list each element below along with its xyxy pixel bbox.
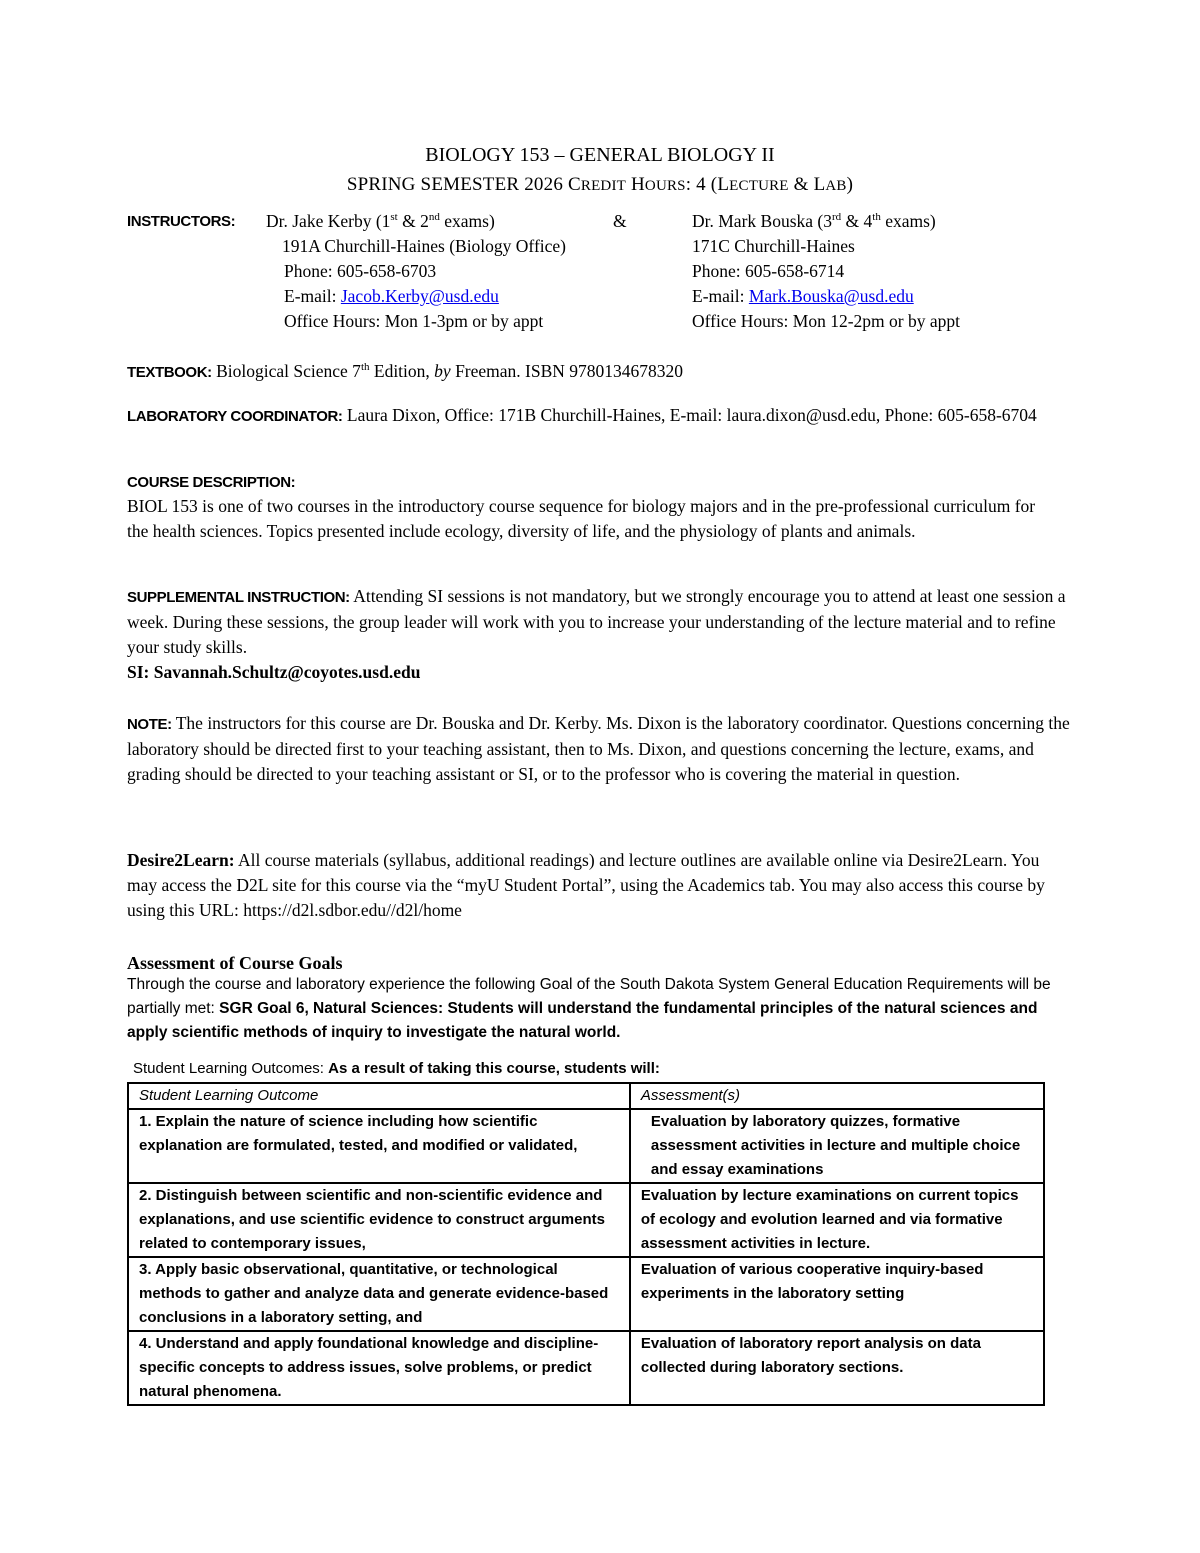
course-description-label: COURSE DESCRIPTION: [127,474,296,491]
textbook-post: Freeman. ISBN 9780134678320 [450,361,684,381]
instructor-left-phone: Phone: 605-658-6703 [284,261,437,281]
instructor-left-office: 191A Churchill-Haines (Biology Office) [282,236,566,256]
outcomes-intro-bold: As a result of taking this course, students will: [328,1060,660,1077]
outcomes-intro-colon: : [319,1060,329,1077]
note-label: NOTE: [127,716,172,733]
table-row [128,1257,1044,1331]
textbook-line [127,359,1072,385]
textbook-label: TEXTBOOK: [127,364,212,381]
ir-mid: & 4 [841,211,873,231]
instructors-ampersand: & [613,211,627,231]
ir-email-label: E-mail: [692,286,749,306]
il-email-label: E-mail: [284,286,341,306]
col-header-assessment: Assessment(s) [630,1083,1044,1109]
si-contact: SI: Savannah.Schultz@coyotes.usd.edu [127,662,421,682]
instructor-right-email-link[interactable]: Mark.Bouska@usd.edu [748,286,914,306]
textbook-pre: Biological Science 7 [211,361,361,381]
credit-c: C [567,174,581,195]
supplemental-text: Attending SI sessions is not mandatory, but we strongly encourage you to attend at least one session a week. During these sessions, the group leader will work with you to increase your understanding of the lecture material and to refine your study skills. [127,586,1066,657]
supplemental-label: SUPPLEMENTAL INSTRUCTION: [127,589,350,606]
semester: SPRING SEMESTER 2026 [346,174,564,195]
assessment-cell: Evaluation of various cooperative inquiry-based experiments in the laboratory setting [630,1257,1044,1331]
instructor-left-hours: Office Hours: Mon 1-3pm or by appt [284,311,544,331]
table-row [128,1109,1044,1183]
assessment-cell: Evaluation by lecture examinations on current topics of ecology and evolution learned and via formative assessment activities in lecture. [630,1183,1044,1257]
note-text: The instructors for this course are Dr. Bouska and Dr. Kerby. Ms. Dixon is the laboratory coordinator. Questions concerning the laboratory should be directed first to your teaching assistant, then to Ms. Dixon, and questions concerning the lecture, exams, and grading should be directed to your teaching assistant or SI, or to the professor who is covering the material in question. [127,713,1070,784]
assessment-text [127,973,1072,1045]
il-sup2: nd [428,211,440,224]
hours-rest: OURS [644,178,686,194]
il-sup1: st [390,211,398,224]
instructor-right-email-line [692,284,914,309]
lecture-rest: ECTURE [729,178,789,194]
d2l-label: Desire2Learn: [127,850,235,870]
close-paren: ) [846,174,854,195]
lab-coordinator-label: LABORATORY COORDINATOR: [127,408,343,425]
instructor-right-name [692,209,936,234]
credit-colon: : 4 ( [685,174,718,195]
instructor-left-email-link[interactable]: Jacob.Kerby@usd.edu [340,286,499,306]
credit-rest: REDIT [580,178,627,194]
course-subtitle [0,172,1200,199]
assessment-cell: Evaluation by laboratory quizzes, formative assessment activities in lecture and multiple choice and essay examinations [630,1109,1044,1183]
table-row [128,1183,1044,1257]
outcome-cell: 2. Distinguish between scientific and non-scientific evidence and explanations, and use scientific evidence to construct arguments related to contemporary issues, [128,1183,630,1257]
amp: & [788,174,814,195]
course-title: BIOLOGY 153 – GENERAL BIOLOGY II [425,144,775,166]
outcomes-intro [133,1056,660,1081]
instructor-left-name [266,209,495,234]
instructors-label: INSTRUCTORS: [127,213,236,230]
il-post: exams) [439,211,495,231]
note [127,711,1072,787]
textbook-sup: th [360,361,370,374]
il-mid: & 2 [397,211,429,231]
textbook-by: by [434,361,451,381]
outcome-cell: 4. Understand and apply foundational knowledge and discipline-specific concepts to address issues, solve problems, or predict natural phenomena. [128,1331,630,1405]
assessment-goal: SGR Goal 6, Natural Sciences: Students will understand the fundamental principles of the natural sciences and apply scientific methods of inquiry to investigate the natural world. [127,1000,1038,1041]
lecture-l: L [717,174,730,195]
table-header-row [128,1083,1044,1109]
ir-sup2: th [872,211,881,224]
instructor-right-hours: Office Hours: Mon 12-2pm or by appt [692,311,960,331]
assessment-intro: Through the course and laboratory experience the following Goal of the South Dakota System General Education Requirements will be partially met: [127,976,1051,1017]
outcome-cell: 3. Apply basic observational, quantitative, or technological methods to gather and analyze data and generate evidence-based conclusions in a laboratory setting, and [128,1257,630,1331]
lab-coordinator [127,403,1062,429]
outcome-cell: 1. Explain the nature of science including how scientific explanation are formulated, tested, and modified or validated, [128,1109,630,1183]
il-name-pre: Dr. Jake Kerby (1 [266,211,391,231]
instructor-left-email-line [284,284,499,309]
hours-h: H [630,174,645,195]
col-header-outcome: Student Learning Outcome [128,1083,630,1109]
assessment-heading: Assessment of Course Goals [127,953,343,973]
ir-name-pre: Dr. Mark Bouska (3 [692,211,832,231]
outcomes-table [127,1082,1045,1406]
lab-l: L [813,174,826,195]
ir-sup1: rd [831,211,842,224]
lab-coordinator-text: Laura Dixon, Office: 171B Churchill-Haines, E-mail: laura.dixon@usd.edu, Phone: 605-658-6704 [342,405,1037,425]
ir-post: exams) [880,211,936,231]
textbook-mid: Edition, [369,361,435,381]
table-row [128,1331,1044,1405]
course-description-text: BIOL 153 is one of two courses in the introductory course sequence for biology majors and in the pre-professional curriculum for the health sciences. Topics presented include ecology, diversity of life, and the physiology of plants and animals. [127,496,1036,541]
instructor-right-office: 171C Churchill-Haines [692,236,855,256]
outcomes-intro-label: Student Learning Outcomes [133,1060,320,1077]
supplemental-instruction [127,584,1072,660]
d2l-section [127,848,1072,923]
assessment-cell: Evaluation of laboratory report analysis on data collected during laboratory sections. [630,1331,1044,1405]
instructor-right-phone: Phone: 605-658-6714 [692,261,845,281]
d2l-text: All course materials (syllabus, additional readings) and lecture outlines are available online via Desire2Learn. You may access the D2L site for this course via the “myU Student Portal”, using the Academics tab. You may also access this course by using this URL: https://d2l.sdbor.edu//d2l/home [127,850,1045,920]
lab-rest: AB [825,178,847,194]
